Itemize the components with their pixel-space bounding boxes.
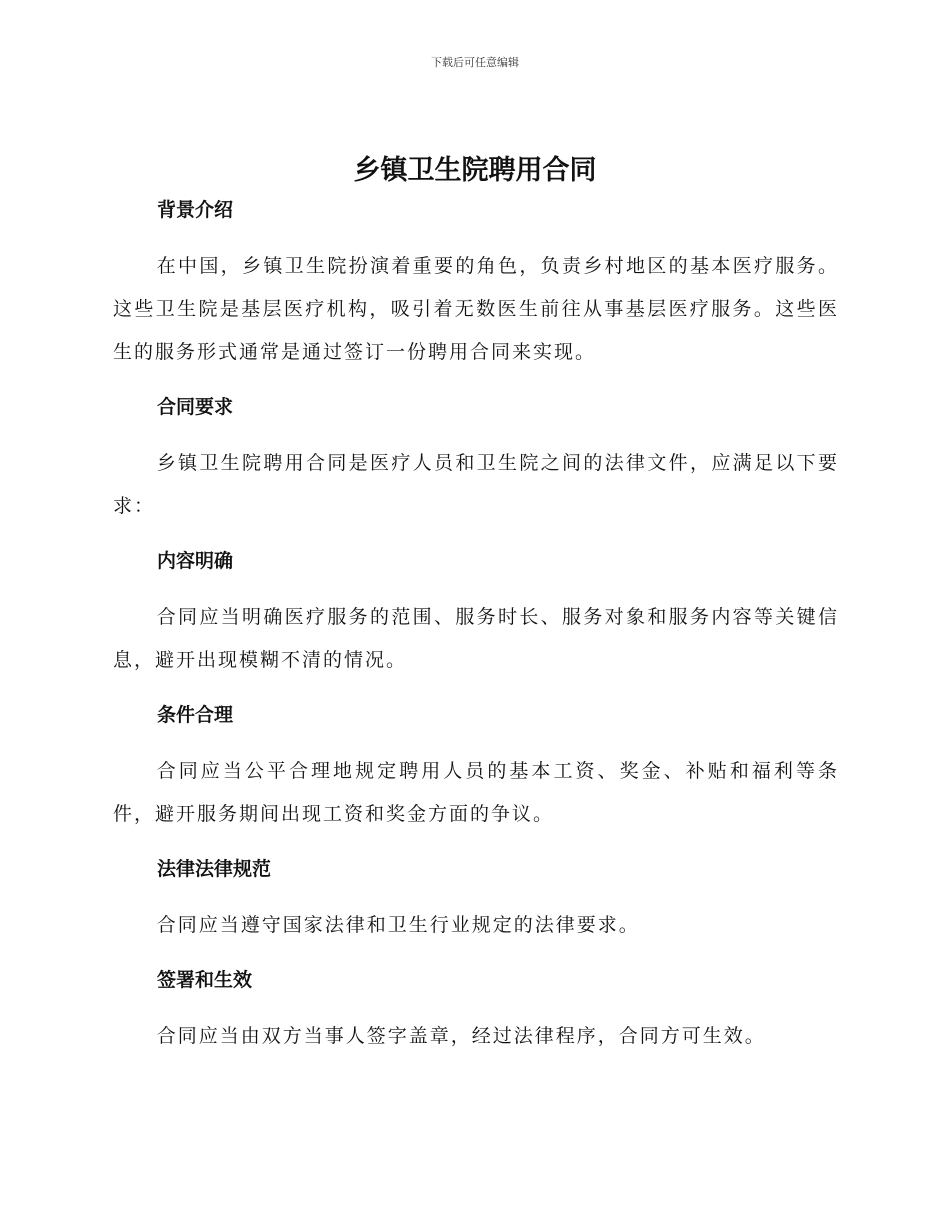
section-heading-signing-effect: 签署和生效 [157, 969, 253, 991]
section-paragraph-requirements: 乡镇卫生院聘用合同是医疗人员和卫生院之间的法律文件，应满足以下要求： [113, 452, 839, 517]
section-paragraph-signing-effect: 合同应当由双方当事人签字盖章，经过法律程序，合同方可生效。 [156, 1025, 766, 1047]
section-heading-legal-norms: 法律法律规范 [157, 858, 272, 880]
section-heading-requirements: 合同要求 [157, 396, 234, 418]
document-title: 乡镇卫生院聘用合同 [353, 155, 597, 186]
section-paragraph-background: 在中国，乡镇卫生院扮演着重要的角色，负责乡村地区的基本医疗服务。这些卫生院是基层医疗机构，吸引着无数医生前往从事基层医疗服务。这些医生的服务形式通常是通过签订一份聘用合同来实现。 [113, 255, 839, 363]
section-heading-reasonable-terms: 条件合理 [157, 704, 234, 726]
section-heading-clear-content: 内容明确 [157, 550, 234, 572]
document-body [113, 195, 839, 1058]
header-note: 下载后可任意编辑 [431, 56, 519, 69]
section-heading-background: 背景介绍 [157, 199, 234, 221]
section-paragraph-reasonable-terms: 合同应当公平合理地规定聘用人员的基本工资、奖金、补贴和福利等条件，避开服务期间出现工资和奖金方面的争议。 [113, 760, 839, 825]
section-paragraph-legal-norms: 合同应当遵守国家法律和卫生行业规定的法律要求。 [156, 914, 640, 936]
section-paragraph-clear-content: 合同应当明确医疗服务的范围、服务时长、服务对象和服务内容等关键信息，避开出现模糊不清的情况。 [113, 606, 839, 671]
